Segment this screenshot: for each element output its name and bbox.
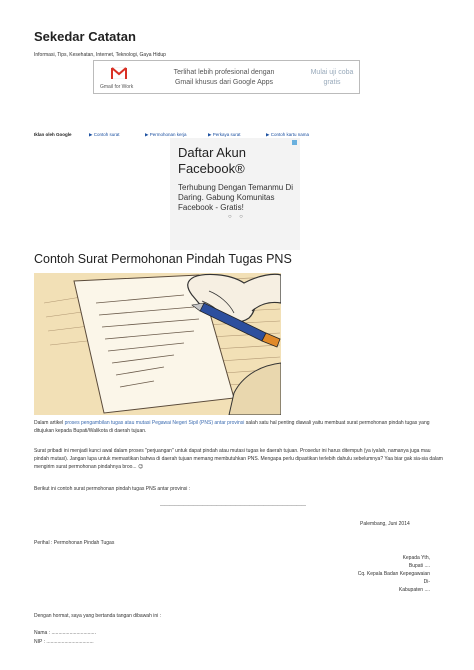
field-name: Nama : ................................ <box>34 630 96 636</box>
site-title[interactable]: Sekedar Catatan <box>34 29 136 44</box>
letter-subject: Perihal : Permohonan Pindah Tugas <box>34 540 115 546</box>
post-title[interactable]: Contoh Surat Permohonan Pindah Tugas PNS <box>34 252 292 266</box>
ads-by-google-label[interactable]: Iklan oleh Google <box>34 132 72 137</box>
article-link[interactable]: proses pengambilan tugas atau mutasi Pegawai Negeri Sipil (PNS) antar provinsi <box>64 420 245 426</box>
letter-greeting: Dengan hormat, saya yang bertanda tangan dibawah ini : <box>34 613 162 619</box>
ad-link-perkaya-surat[interactable]: ▶ Perkaya surat <box>208 132 240 138</box>
ad-link-permohonan-kerja[interactable]: ▶ Permohonan kerja <box>145 132 187 138</box>
intro-paragraph <box>34 419 444 435</box>
ad-link-contoh-kartu-nama[interactable]: ▶ Contoh kartu nama <box>266 132 309 138</box>
gmail-brand-label: Gmail for Work <box>100 84 134 90</box>
addressee-line: Cq. Kepala Badan Kepegawaian <box>357 571 430 577</box>
facebook-ad[interactable] <box>170 138 300 250</box>
addressee-line: Di- <box>423 579 430 585</box>
gmail-icon <box>111 67 127 79</box>
addressee-line: Kabupaten .... <box>398 587 430 593</box>
letter-addressee <box>300 554 430 594</box>
fb-ad-description: Terhubung Dengan Temanmu Di Daring. Gabung Komunitas Facebook - Gratis! <box>178 183 294 212</box>
ad-link-contoh-surat[interactable]: ▶ Contoh surat <box>89 132 119 138</box>
field-nip: NIP : .................................. <box>34 639 94 645</box>
addressee-line: Bupati .... <box>408 563 430 569</box>
gmail-ad-message[interactable]: Terlihat lebih profesional dengan Gmail khusus dari Google Apps <box>173 69 275 86</box>
fb-ad-pager-dots[interactable]: ○ ○ <box>228 214 246 220</box>
site-tagline: Informasi, Tips, Kesehatan, Internet, Teknologi, Gaya Hidup <box>34 52 166 58</box>
separator-line: ——————————————————————————————— <box>160 503 306 509</box>
fb-ad-headline[interactable]: Daftar Akun Facebook® <box>178 145 246 176</box>
hand-writing-illustration <box>34 273 281 415</box>
intro-text-suffix: salah satu hal penting diawali yaitu membuat surat permohonan pindah tugas yang ditujukan kepada Bupati/Walikota di daerah tujuan. <box>34 420 430 434</box>
gmail-ad-banner[interactable] <box>93 60 360 94</box>
addressee-line: Kepada Yth, <box>402 555 430 561</box>
place-date: Palembang, Juni 2014 <box>360 521 410 527</box>
ads-link-bar <box>34 130 434 138</box>
body-paragraph: Surat pribadi ini menjadi kunci awal dalam proses "perjuangan" untuk dapat pindah atau mutasi tugas ke daerah tujuan. Prosedur ini harus ditempuh (ya iyalah, namanya juga mau pindah mutasi). Jangan lupa untuk memastikan bahwa di daerah tujuan memang membutuhkan PNS. Mengapa perlu dipastikan terlebih dahulu sebelumnya? Yaa biar gak sia-sia dalam mengirim surat permohonan pindahnya broo... 😉 <box>34 448 443 470</box>
gmail-ad-cta[interactable]: Mulai uji coba gratis <box>310 69 354 86</box>
intro-example-paragraph: Berikut ini contoh surat permohonan pindah tugas PNS antar provinsi : <box>34 486 191 492</box>
intro-text-prefix: Dalam artikel <box>34 420 65 426</box>
